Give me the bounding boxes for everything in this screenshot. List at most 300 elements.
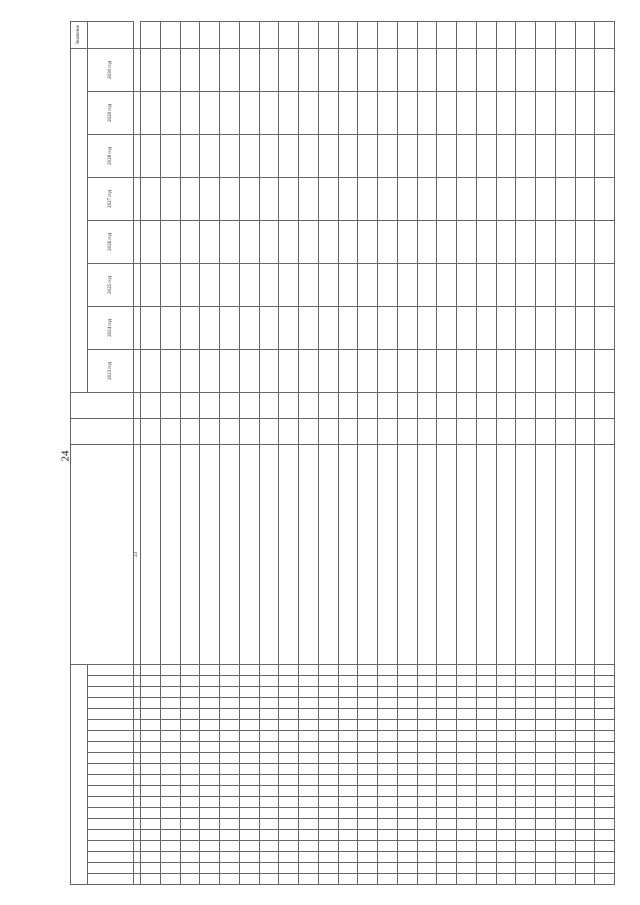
row-code-cell: [180, 698, 200, 709]
row-code-cell: [141, 786, 161, 797]
row-year-cell: [457, 91, 477, 134]
row-code-cell: [417, 775, 437, 786]
row-code-cell: [516, 819, 536, 830]
row-year-cell: [239, 263, 259, 306]
row-code-cell: [200, 775, 220, 786]
row-code-cell: [555, 841, 575, 852]
row-year-cell: [141, 306, 161, 349]
row-year-cell: [555, 220, 575, 263]
row-code-cell: [180, 874, 200, 885]
row-code-cell: [259, 852, 279, 863]
row-code-cell: [437, 830, 457, 841]
row-year-cell: [575, 349, 595, 392]
column-number: [134, 349, 141, 392]
row-code-cell: [239, 687, 259, 698]
row-code-cell: [378, 786, 398, 797]
row-code-cell: [259, 687, 279, 698]
row-code-cell: [516, 709, 536, 720]
row-code-cell: [417, 786, 437, 797]
row-code-cell: [299, 720, 319, 731]
row-year-cell: [595, 220, 615, 263]
row-year-cell: [496, 349, 516, 392]
row-value-cell: [358, 21, 378, 48]
row-code-cell: [220, 863, 240, 874]
row-value-cell: [259, 21, 279, 48]
row-code-cell: [338, 841, 358, 852]
row-year-cell: [338, 220, 358, 263]
row-code-cell: [476, 687, 496, 698]
row-code-cell: [160, 764, 180, 775]
row-code-cell: [378, 709, 398, 720]
row-code-cell: [299, 709, 319, 720]
row-code-cell: [200, 841, 220, 852]
row-year-cell: [378, 134, 398, 177]
row-code-cell: [457, 731, 477, 742]
row-unit-cell: [239, 418, 259, 444]
row-year-cell: [180, 263, 200, 306]
row-code-cell: [220, 742, 240, 753]
row-code-cell: [338, 863, 358, 874]
row-year-cell: [220, 134, 240, 177]
row-code-cell: [259, 830, 279, 841]
row-code-cell: [476, 720, 496, 731]
row-year-cell: [417, 349, 437, 392]
row-code-cell: [180, 753, 200, 764]
row-code-cell: [259, 742, 279, 753]
row-code-cell: [555, 852, 575, 863]
row-code-cell: [437, 786, 457, 797]
row-code-cell: [457, 709, 477, 720]
row-code-cell: [220, 764, 240, 775]
row-name-cell: [536, 444, 556, 664]
row-code-cell: [279, 709, 299, 720]
row-year-cell: [575, 91, 595, 134]
row-code-cell: [318, 808, 338, 819]
row-code-cell: [457, 808, 477, 819]
row-year-cell: [318, 220, 338, 263]
row-year-cell: [437, 220, 457, 263]
row-code-cell: [358, 808, 378, 819]
row-code-cell: [476, 709, 496, 720]
row-year-cell: [516, 134, 536, 177]
row-code-cell: [457, 687, 477, 698]
row-base-cell: [536, 392, 556, 418]
column-number: [134, 687, 141, 698]
row-base-cell: [457, 392, 477, 418]
table-row: [378, 21, 398, 884]
row-code-cell: [457, 874, 477, 885]
column-number: [134, 263, 141, 306]
year-header: 2023 год: [88, 349, 134, 392]
row-code-cell: [239, 841, 259, 852]
row-year-cell: [476, 220, 496, 263]
row-code-cell: [536, 731, 556, 742]
row-year-cell: [259, 349, 279, 392]
row-code-cell: [259, 808, 279, 819]
row-code-cell: [220, 720, 240, 731]
table-row: [200, 21, 220, 884]
row-year-cell: [397, 349, 417, 392]
row-code-cell: [595, 819, 615, 830]
row-code-cell: [338, 852, 358, 863]
row-code-cell: [595, 841, 615, 852]
row-code-cell: [279, 664, 299, 675]
row-value-cell: [457, 21, 477, 48]
row-code-cell: [378, 830, 398, 841]
row-code-cell: [397, 698, 417, 709]
row-code-cell: [299, 874, 319, 885]
row-code-cell: [141, 841, 161, 852]
row-code-cell: [160, 808, 180, 819]
row-year-cell: [575, 220, 595, 263]
row-year-cell: [299, 306, 319, 349]
row-year-cell: [437, 177, 457, 220]
table-row: [575, 21, 595, 884]
row-name-cell: [338, 444, 358, 664]
row-code-cell: [496, 841, 516, 852]
row-code-cell: [536, 863, 556, 874]
row-code-cell: [575, 808, 595, 819]
row-code-cell: [259, 797, 279, 808]
row-code-cell: [437, 797, 457, 808]
code-header: [88, 676, 134, 687]
row-code-cell: [496, 687, 516, 698]
row-code-cell: [575, 819, 595, 830]
row-year-cell: [141, 91, 161, 134]
row-year-cell: [417, 177, 437, 220]
budget-program-table: [70, 21, 615, 885]
row-year-cell: [200, 177, 220, 220]
column-number: 23: [134, 444, 141, 664]
row-code-cell: [200, 664, 220, 675]
row-code-cell: [220, 852, 240, 863]
table-row: [239, 21, 259, 884]
row-value-cell: [141, 21, 161, 48]
row-year-cell: [160, 134, 180, 177]
row-code-cell: [259, 786, 279, 797]
row-code-cell: [200, 720, 220, 731]
row-name-cell: [358, 444, 378, 664]
unit-header: [71, 418, 134, 444]
row-code-cell: [318, 753, 338, 764]
row-code-cell: [437, 841, 457, 852]
row-code-cell: [160, 687, 180, 698]
row-year-cell: [220, 48, 240, 91]
row-code-cell: [378, 797, 398, 808]
row-code-cell: [160, 874, 180, 885]
row-unit-cell: [397, 418, 417, 444]
document-sheet: [70, 25, 615, 885]
code-header: [88, 687, 134, 698]
row-year-cell: [457, 306, 477, 349]
row-code-cell: [141, 852, 161, 863]
row-code-cell: [239, 676, 259, 687]
row-base-cell: [299, 392, 319, 418]
row-year-cell: [338, 134, 358, 177]
row-code-cell: [318, 676, 338, 687]
row-code-cell: [338, 742, 358, 753]
row-year-cell: [141, 134, 161, 177]
row-code-cell: [200, 808, 220, 819]
row-code-cell: [536, 676, 556, 687]
row-code-cell: [180, 687, 200, 698]
header-group-row: [71, 21, 88, 884]
row-year-cell: [595, 177, 615, 220]
year-header: 2025 год: [88, 263, 134, 306]
row-name-cell: [220, 444, 240, 664]
row-year-cell: [220, 91, 240, 134]
row-name-cell: [378, 444, 398, 664]
column-number: [134, 676, 141, 687]
row-code-cell: [476, 830, 496, 841]
row-code-cell: [397, 709, 417, 720]
row-code-cell: [239, 720, 259, 731]
row-code-cell: [299, 775, 319, 786]
name-header: [71, 444, 134, 664]
table-row: [417, 21, 437, 884]
row-code-cell: [279, 852, 299, 863]
row-code-cell: [358, 698, 378, 709]
column-number: [134, 134, 141, 177]
row-code-cell: [200, 753, 220, 764]
row-code-cell: [358, 753, 378, 764]
row-code-cell: [200, 819, 220, 830]
row-code-cell: [200, 852, 220, 863]
row-year-cell: [555, 91, 575, 134]
row-code-cell: [338, 874, 358, 885]
row-year-cell: [575, 263, 595, 306]
row-code-cell: [180, 731, 200, 742]
row-code-cell: [437, 676, 457, 687]
row-code-cell: [476, 786, 496, 797]
row-code-cell: [338, 731, 358, 742]
row-code-cell: [397, 797, 417, 808]
code-header: [88, 786, 134, 797]
row-value-cell: [378, 21, 398, 48]
row-code-cell: [220, 841, 240, 852]
row-code-cell: [555, 797, 575, 808]
row-year-cell: [279, 91, 299, 134]
row-code-cell: [220, 676, 240, 687]
row-value-cell: [417, 21, 437, 48]
row-code-cell: [299, 808, 319, 819]
column-number: [134, 48, 141, 91]
row-code-cell: [239, 664, 259, 675]
row-code-cell: [318, 830, 338, 841]
code-header: [88, 808, 134, 819]
row-code-cell: [496, 664, 516, 675]
row-year-cell: [338, 306, 358, 349]
row-year-cell: [575, 177, 595, 220]
row-code-cell: [299, 786, 319, 797]
row-code-cell: [595, 786, 615, 797]
row-code-cell: [378, 819, 398, 830]
code-header: [88, 731, 134, 742]
row-code-cell: [200, 676, 220, 687]
row-base-cell: [595, 392, 615, 418]
row-name-cell: [575, 444, 595, 664]
row-code-cell: [160, 852, 180, 863]
row-code-cell: [516, 830, 536, 841]
row-year-cell: [555, 48, 575, 91]
row-code-cell: [457, 819, 477, 830]
table-row: [160, 21, 180, 884]
row-code-cell: [496, 676, 516, 687]
column-number: [134, 753, 141, 764]
row-code-cell: [299, 676, 319, 687]
row-year-cell: [536, 263, 556, 306]
row-code-cell: [536, 808, 556, 819]
row-code-cell: [516, 676, 536, 687]
row-code-cell: [141, 753, 161, 764]
row-code-cell: [457, 852, 477, 863]
row-code-cell: [417, 742, 437, 753]
row-code-cell: [516, 874, 536, 885]
row-code-cell: [220, 786, 240, 797]
row-year-cell: [200, 134, 220, 177]
row-code-cell: [397, 687, 417, 698]
row-code-cell: [358, 664, 378, 675]
row-code-cell: [496, 830, 516, 841]
row-year-cell: [180, 134, 200, 177]
row-code-cell: [536, 874, 556, 885]
row-code-cell: [160, 742, 180, 753]
row-year-cell: [160, 306, 180, 349]
row-unit-cell: [259, 418, 279, 444]
row-code-cell: [496, 764, 516, 775]
table-row: [180, 21, 200, 884]
row-code-cell: [318, 709, 338, 720]
row-code-cell: [358, 687, 378, 698]
row-year-cell: [476, 306, 496, 349]
row-year-cell: [299, 48, 319, 91]
row-year-cell: [378, 48, 398, 91]
row-code-cell: [575, 720, 595, 731]
row-code-cell: [437, 664, 457, 675]
row-year-cell: [220, 263, 240, 306]
year-header: 2030 год: [88, 48, 134, 91]
row-code-cell: [160, 819, 180, 830]
row-code-cell: [160, 720, 180, 731]
code-header: [88, 664, 134, 675]
row-base-cell: [417, 392, 437, 418]
row-code-cell: [516, 863, 536, 874]
row-name-cell: [239, 444, 259, 664]
row-year-cell: [180, 306, 200, 349]
row-year-cell: [318, 134, 338, 177]
row-code-cell: [457, 676, 477, 687]
row-code-cell: [259, 709, 279, 720]
row-year-cell: [555, 306, 575, 349]
row-year-cell: [200, 91, 220, 134]
row-code-cell: [437, 808, 457, 819]
row-code-cell: [141, 830, 161, 841]
row-year-cell: [180, 349, 200, 392]
row-code-cell: [220, 830, 240, 841]
row-year-cell: [141, 263, 161, 306]
row-code-cell: [358, 797, 378, 808]
row-value-cell: [239, 21, 259, 48]
row-name-cell: [160, 444, 180, 664]
table-row: [220, 21, 240, 884]
row-year-cell: [575, 306, 595, 349]
row-code-cell: [299, 698, 319, 709]
row-code-cell: [160, 709, 180, 720]
row-code-cell: [496, 808, 516, 819]
row-year-cell: [160, 177, 180, 220]
row-value-cell: [496, 21, 516, 48]
row-year-cell: [437, 306, 457, 349]
row-year-cell: [358, 177, 378, 220]
row-code-cell: [457, 797, 477, 808]
row-code-cell: [555, 687, 575, 698]
row-code-cell: [575, 698, 595, 709]
row-code-cell: [575, 764, 595, 775]
row-code-cell: [220, 874, 240, 885]
row-year-cell: [595, 349, 615, 392]
row-code-cell: [318, 687, 338, 698]
row-year-cell: [318, 349, 338, 392]
row-code-cell: [378, 874, 398, 885]
code-header: [88, 797, 134, 808]
row-year-cell: [338, 91, 358, 134]
row-code-cell: [318, 797, 338, 808]
column-number: [134, 852, 141, 863]
row-code-cell: [220, 731, 240, 742]
row-base-cell: [338, 392, 358, 418]
row-code-cell: [496, 852, 516, 863]
row-code-cell: [141, 687, 161, 698]
row-year-cell: [397, 177, 417, 220]
row-name-cell: [259, 444, 279, 664]
row-code-cell: [417, 797, 437, 808]
row-code-cell: [239, 852, 259, 863]
row-code-cell: [575, 664, 595, 675]
row-year-cell: [279, 306, 299, 349]
row-base-cell: [476, 392, 496, 418]
row-year-cell: [595, 134, 615, 177]
row-year-cell: [397, 134, 417, 177]
row-code-cell: [595, 698, 615, 709]
row-code-cell: [476, 863, 496, 874]
row-code-cell: [318, 698, 338, 709]
row-name-cell: [417, 444, 437, 664]
header-group-years: [71, 48, 88, 392]
row-year-cell: [496, 134, 516, 177]
row-code-cell: [417, 852, 437, 863]
row-code-cell: [536, 709, 556, 720]
row-code-cell: [220, 664, 240, 675]
row-code-cell: [555, 775, 575, 786]
code-header: [88, 720, 134, 731]
row-value-cell: [160, 21, 180, 48]
row-code-cell: [476, 852, 496, 863]
row-unit-cell: [516, 418, 536, 444]
row-base-cell: [555, 392, 575, 418]
row-value-cell: [220, 21, 240, 48]
row-code-cell: [279, 753, 299, 764]
row-year-cell: [378, 177, 398, 220]
row-code-cell: [180, 709, 200, 720]
row-code-cell: [496, 753, 516, 764]
row-code-cell: [476, 731, 496, 742]
row-code-cell: [397, 786, 417, 797]
row-code-cell: [516, 775, 536, 786]
row-code-cell: [378, 841, 398, 852]
row-code-cell: [378, 852, 398, 863]
row-year-cell: [318, 177, 338, 220]
row-code-cell: [476, 764, 496, 775]
